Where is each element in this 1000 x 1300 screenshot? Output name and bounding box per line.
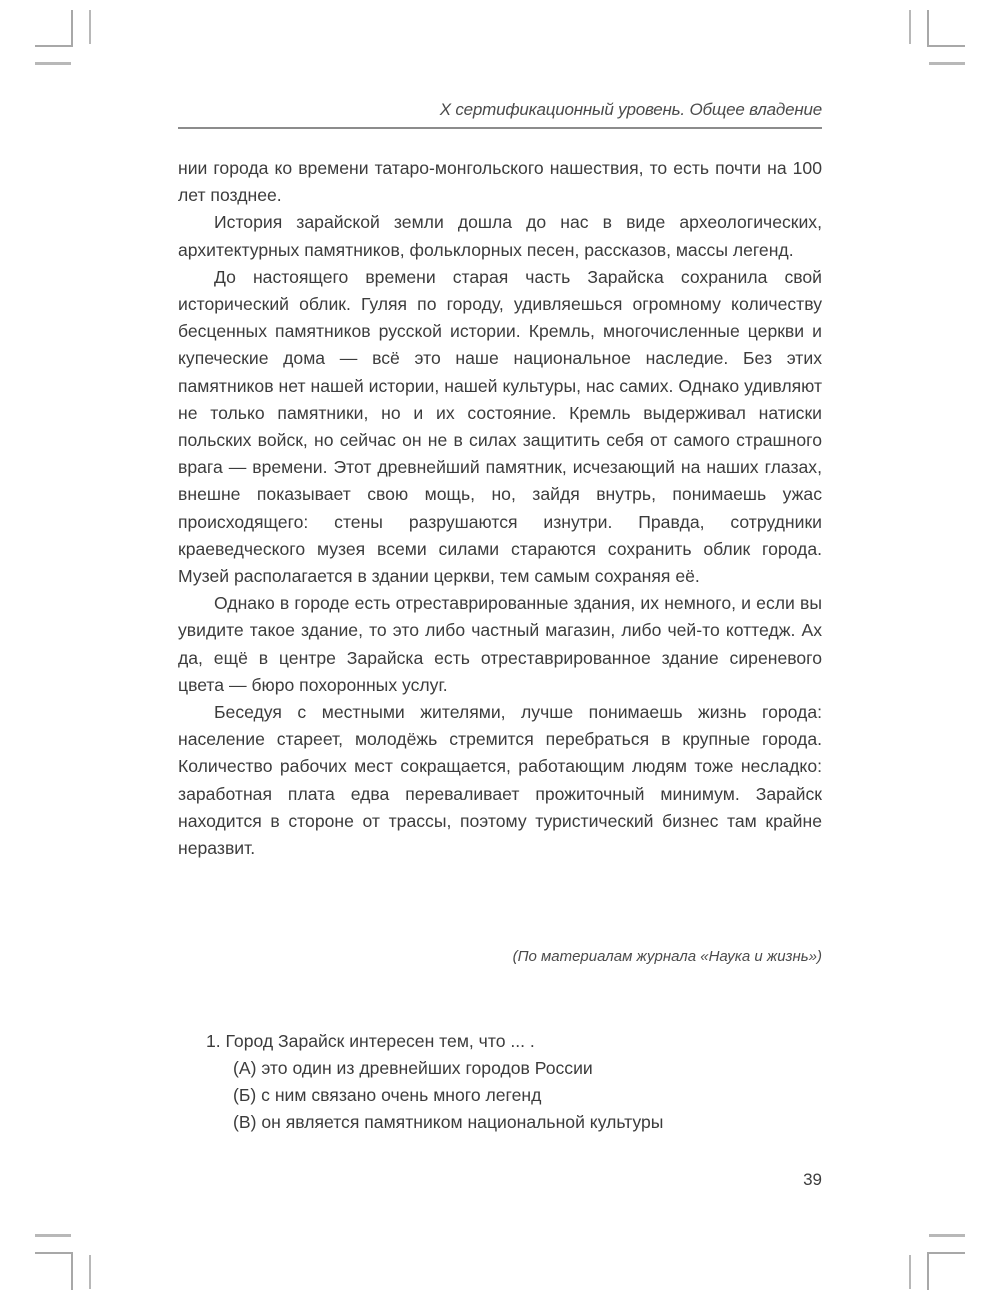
paragraph: История зарайской земли дошла до нас в виде археологических, архитектурных памятников, фольклорных песен, рассказов, массы легенд. <box>178 212 822 260</box>
crop-mark-bottom-left-side <box>89 1255 91 1289</box>
answer-option-b: (Б) с ним связано очень много легенд <box>233 1085 542 1105</box>
crop-mark-top-right-horizontal <box>927 45 965 47</box>
crop-mark-bottom-right-side <box>909 1255 911 1289</box>
answer-option-c: (В) он является памятником национальной культуры <box>233 1112 664 1132</box>
crop-mark-top-right-side <box>909 10 911 44</box>
running-head: X сертификационный уровень. Общее владение <box>439 100 822 119</box>
crop-mark-bottom-left-vertical <box>71 1252 73 1290</box>
crop-mark-top-left-bar <box>35 62 71 65</box>
crop-mark-top-left-side <box>89 10 91 44</box>
page-number: 39 <box>803 1170 822 1189</box>
crop-mark-top-left-horizontal <box>35 45 73 47</box>
question-text: 1. Город Зарайск интересен тем, что ... . <box>206 1031 535 1051</box>
crop-mark-bottom-right-horizontal <box>927 1252 965 1254</box>
crop-mark-top-right-bar <box>929 62 965 65</box>
crop-mark-bottom-left-bar <box>35 1234 71 1237</box>
answer-option-a: (А) это один из древнейших городов России <box>233 1058 593 1078</box>
crop-mark-top-right-vertical <box>927 10 929 46</box>
crop-mark-bottom-right-vertical <box>927 1252 929 1290</box>
paragraph: нии города ко времени татаро-монгольского нашествия, то есть почти на 100 лет позднее. <box>178 158 822 206</box>
source-attribution: (По материалам журнала «Наука и жизнь») <box>512 948 822 965</box>
paragraph: Беседуя с местными жителями, лучше понимаешь жизнь города: население стареет, молодёжь стремится перебраться в крупные города. Количество рабочих мест сокращается, работающим людям тоже несладко: заработная плата едва переваливает прожиточный минимум. Зарайск находится в стороне от трассы, поэтому туристический бизнес там крайне неразвит. <box>178 702 822 859</box>
article-body <box>178 155 822 862</box>
header-rule <box>178 127 822 129</box>
crop-mark-bottom-right-bar <box>929 1234 965 1237</box>
question-block <box>206 1028 663 1136</box>
crop-mark-bottom-left-horizontal <box>35 1252 73 1254</box>
crop-mark-top-left-vertical <box>71 10 73 46</box>
paragraph: До настоящего времени старая часть Зарайска сохранила свой исторический облик. Гуляя по городу, удивляешься огромному количеству бесценных памятников русской истории. Кремль, многочисленные церкви и купеческие дома — всё это наше национальное наследие. Без этих памятников нет нашей истории, нашей культуры, нас самих. Однако удивляют не только памятники, но и их состояние. Кремль выдерживал натиски польских войск, но сейчас он не в силах защитить себя от самого страшного врага — времени. Этот древнейший памятник, исчезающий на наших глазах, внешне показывает свою мощь, но, зайдя внутрь, понимаешь ужас происходящего: стены разрушаются изнутри. Правда, сотрудники краеведческого музея всеми силами стараются сохранить облик города. Музей располагается в здании церкви, тем самым сохраняя её. <box>178 266 822 587</box>
paragraph: Однако в городе есть отреставрированные здания, их немного, и если вы увидите такое здание, то это либо частный магазин, либо чей-то коттедж. Ах да, ещё в центре Зарайска есть отреставрированное здание сиреневого цвета — бюро похоронных услуг. <box>178 593 822 695</box>
